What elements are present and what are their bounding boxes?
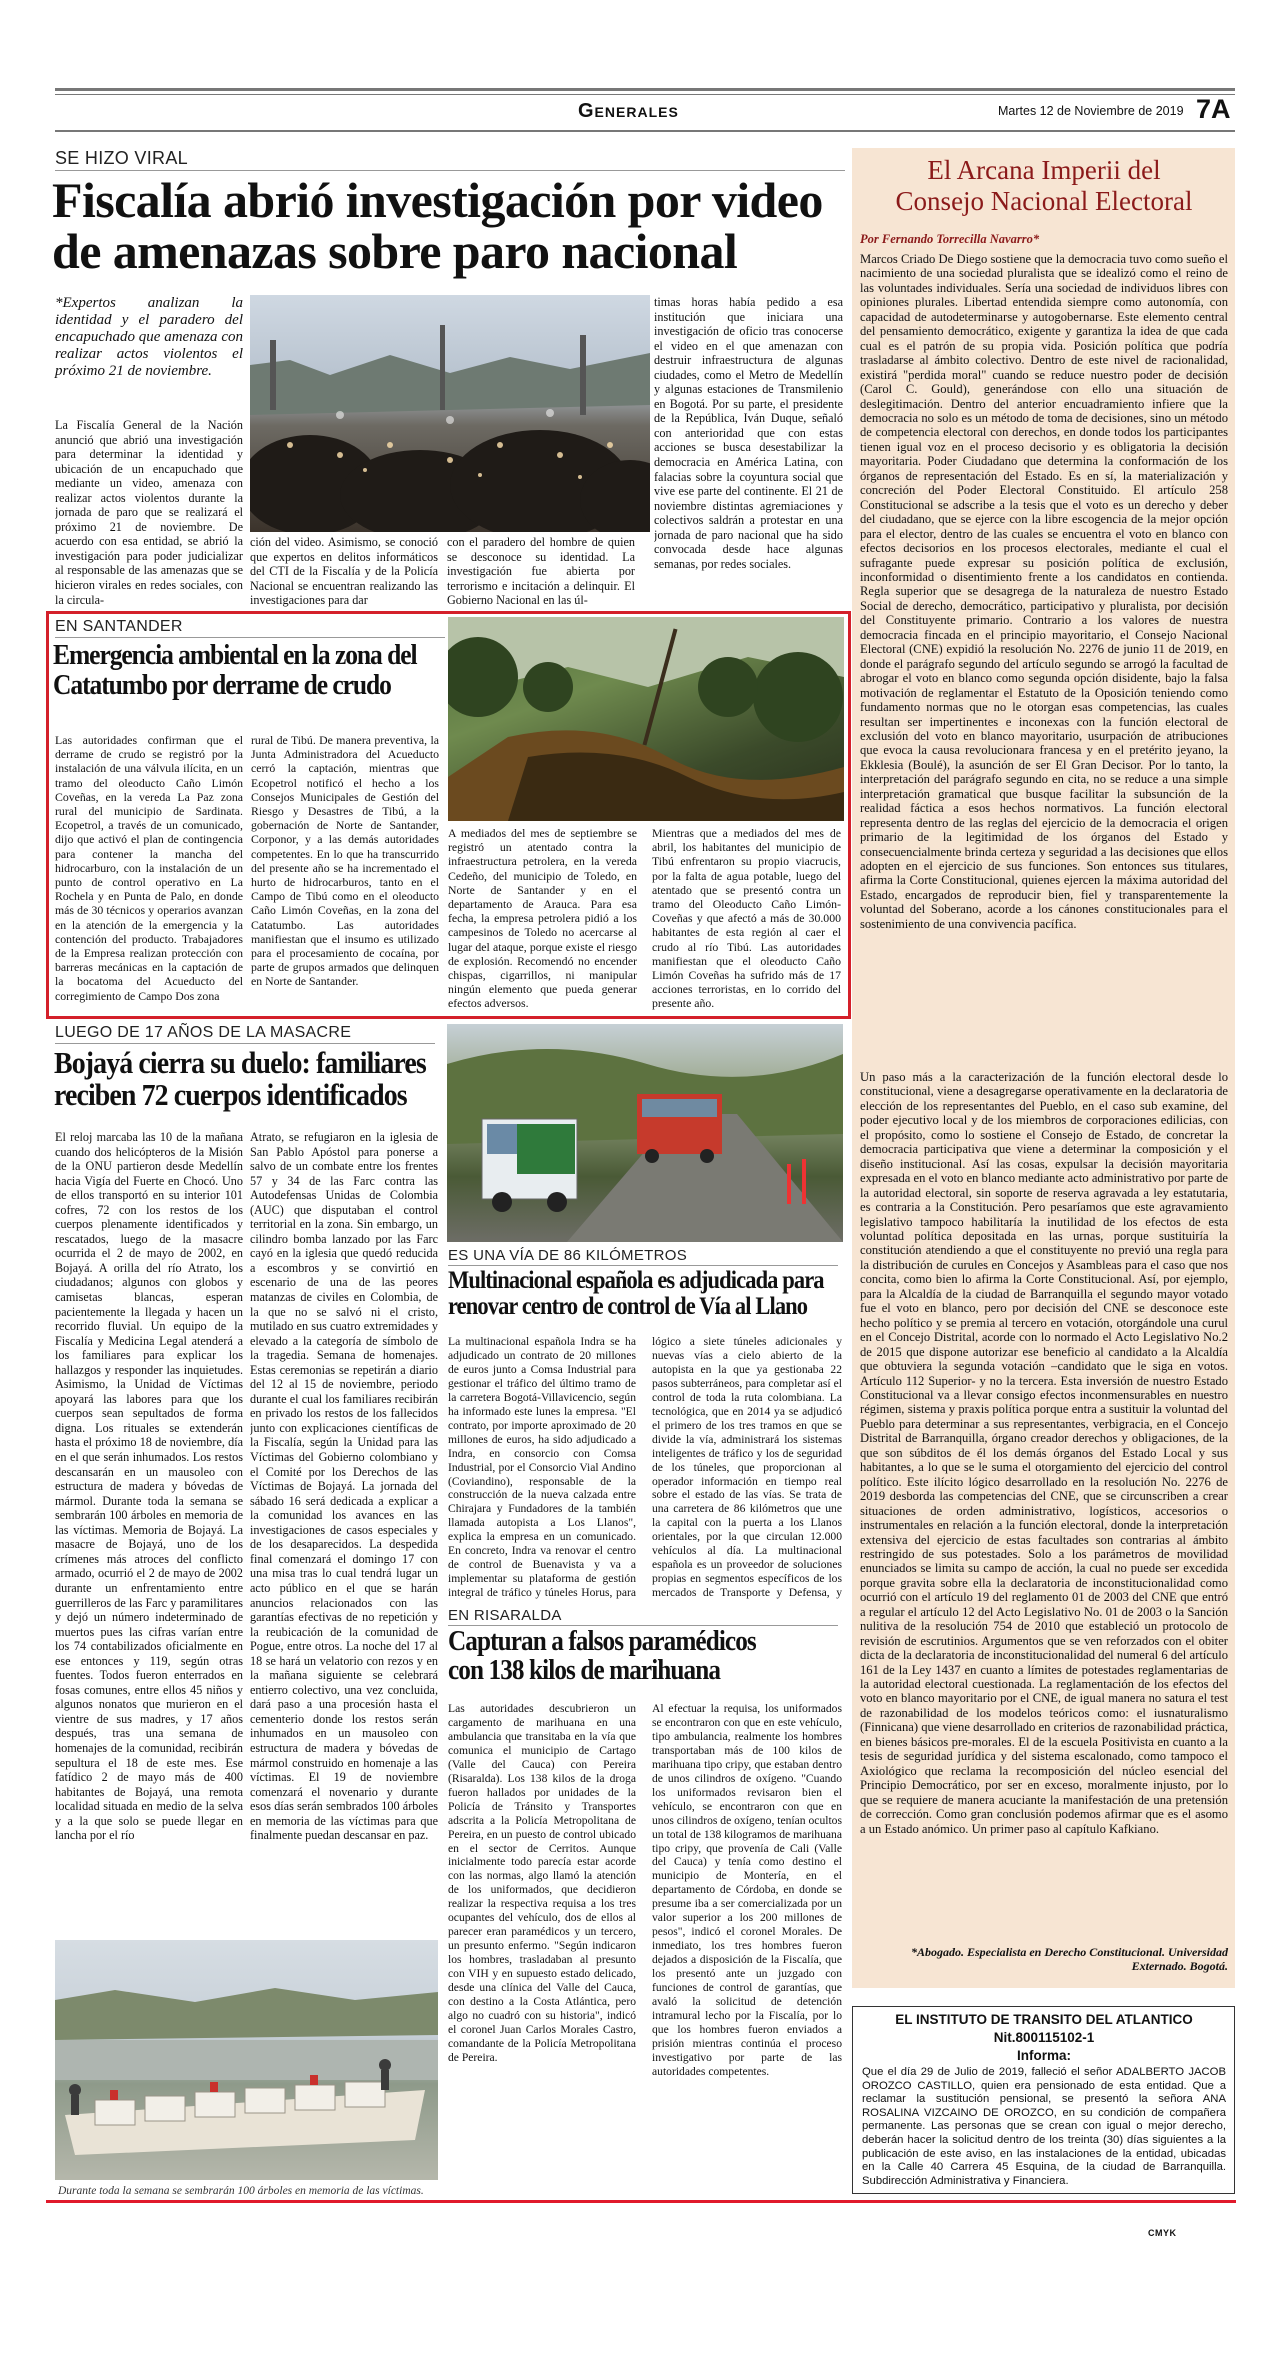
article2-headline-line2: Catatumbo por derrame de crudo	[53, 668, 391, 701]
section-name: Generales	[578, 100, 679, 122]
bojaya-photo-caption: Durante toda la semana se sembrarán 100 árboles en memoria de las víctimas.	[58, 2185, 424, 2197]
article2-headline-line1: Emergencia ambiental en la zona del	[53, 639, 417, 671]
article2-col4: Mientras que a mediados del mes de abril, los habitantes del municipio de Tibú enfrentaron su propio viacrucis, por la falta de agua potable, luego del atentado que se presentó contra un tramo del Oleoducto Caño Limón-Coveñas y que afectó a más de 30.000 habitantes de esta región al caer el crudo al río Tibú. Las autoridades manifiestan que el oleoducto Caño Limón Coveñas ha sufrido más de 17 acciones terroristas, en lo corrido del presente año.	[652, 826, 841, 1010]
river-spill-photo	[448, 617, 844, 821]
notice-body: Que el día 29 de Julio de 2019, falleció el señor ADALBERTO JACOB OROZCO CASTILLO, quien era pensionado de esta entidad. Que a reclamar la sustitución pensional, se presentó la señora ANA ROSALINA VIZCAINO DE OROZCO, en su condición de compañera permanente. Las personas que se crean con igual o mejor derecho, deberán hacer la solicitud dentro de los treinta (30) días siguientes a la publicación de este aviso, en las instalaciones de la entidad, ubicadas en la Calle 40 Carrera 45 Esquina, de la ciudad de Barranquilla. Subdirección Administrativa y Financiera.	[862, 2066, 1226, 2187]
article4-col2: lógico a siete túneles adicionales y nuevas vías a cielo abierto de la autopista en la que ya gestionaba 22 pasos subterráneos, para completar así el control de toda la ruta colombiana. La tecnológica, que en 2014 ya se adjudicó el primero de los tres tramos en que se divide la vía, administrará los sistemas inteligentes de tráfico y los de seguridad de los túneles, que proporcionan al operador información en tiempo real sobre el estado de las vías. Se trata de una carretera de 86 kilómetros que une la capital con la puerta a los Llanos orientales, por la que circulan 12.000 vehículos al día. La multinacional española es un proveedor de soluciones propias en segmentos específicos de los mercados de Transporte y Defensa, y	[652, 1335, 842, 1600]
article5-kicker: EN RISARALDA	[448, 1607, 838, 1626]
article5-headline	[448, 1628, 844, 1685]
article1-headline-line2: de amenazas sobre paro nacional	[52, 223, 738, 279]
notice-title: EL INSTITUTO DE TRANSITO DEL ATLANTICO	[895, 2012, 1193, 2027]
header-bottom-rule	[55, 130, 1235, 132]
article1-col1: La Fiscalía General de la Nación anunció que abrió una investigación para determinar la identidad y ubicación de un encapuchado que mediante un video, amenaza con realizar actos violentos durante la jornada de paro que se realizará el próximo 21 de noviembre. De acuerdo con esa entidad, se abrió la investigación para poder judicializar al responsable de las amenazas que se hicieron virales en redes sociales, con la circula-	[55, 418, 243, 607]
article3-headline	[54, 1047, 450, 1110]
article2-col2: rural de Tibú. De manera preventiva, la Junta Administradora del Acueducto cerró la captación, mientras que Ecopetrol notificó el hecho a los Consejos Municipales de Gestión del Riesgo y Desastres de Tibú, a la gobernación de Norte de Santander, Corponor, y a las demás autoridades competentes. En lo que ha transcurrido del presente año se ha incrementado el hurto de hidrocarburos, tanto en el Campo de Tibú como en el oleoducto Caño Limón Coveñas, en la zona del Catatumbo. Las autoridades manifiestan que el insumo es utilizado para el procesamiento de cocaína, por parte de grupos armados que delinquen en Norte de Santander.	[251, 733, 439, 989]
article1-headline-line1: Fiscalía abrió investigación por video	[52, 172, 823, 228]
article4-kicker: ES UNA VÍA DE 86 KILÓMETROS	[448, 1247, 838, 1266]
article2-kicker: EN SANTANDER	[55, 618, 445, 638]
article4-headline-line1: Multinacional española es adjudicada para	[448, 1267, 824, 1294]
article5-col1: Las autoridades descubrieron un cargamento de marihuana en una ambulancia que transitaba en la vía que comunica el municipio de Cartago (Valle del Cauca) con Pereira (Risaralda). Los 138 kilos de la droga fueron hallados por unidades de la Policía de Tránsito y Transportes adscrita a la Policía Metropolitana de Pereira, en un puesto de control ubicado en el sector de Cerritos. Aunque inicialmente todo parecía estar acorde con las normas, algo llamó la atención de los uniformados, que decidieron realizar la respectiva requisa a los tres ocupantes del vehículo, dos de ellos al parecer eran paramédicos y un tercero, un presunto enfermo. "Según indicaron los hombres, trasladaban al presunto con VIH y en supuesto estado delicado, desde una clínica del Valle del Cauca, con destino a la Costa Atlántica, pero algo no cuadró con su historia", indicó el coronel Juan Carlos Morales Castro, comandante de la Policía Metropolitana de Pereira.	[448, 1702, 636, 2064]
article1-col3: con el paradero del hombre de quien se desconoce su identidad. La investigación fue abierta por terrorismo e incitación a delinquir. El Gobierno Nacional en las úl-	[447, 535, 635, 607]
issue-date: Martes 12 de Noviembre de 2019	[998, 104, 1184, 118]
article5-headline-line2: con 138 kilos de marihuana	[448, 1654, 721, 1686]
article5-headline-line1: Capturan a falsos paramédicos	[448, 1626, 756, 1657]
article1-col4: timas horas había pedido a esa institución que iniciara una investigación de oficio tras conocerse el video en el que amenazan con destruir infraestructura de algunas ciudades, como el Metro de Medellín y algunas estaciones de Transmilenio en Bogotá. Por su parte, el presidente de la República, Iván Duque, señaló con anterioridad que con estas acciones se busca desestabilizar la democracia en América Latina, con falacias sobre la coyuntura social que vive ese parte del continente. El 21 de noviembre distintas agremiaciones y colectivos saldrán a protestar en una jornada de paro nacional que ha sido convocada desde hace algunas semanas, por redes sociales.	[654, 295, 843, 571]
page-number: 7A	[1196, 94, 1231, 124]
article4-headline-line2: renovar centro de control de Vía al Llano	[448, 1292, 808, 1320]
bojaya-boat-photo	[55, 1940, 438, 2180]
article3-col2: Atrato, se refugiaron en la iglesia de San Pablo Apóstol para ponerse a salvo de un combate entre los frentes 57 y 34 de las Farc contra las Autodefensas Unidas de Colombia (AUC) que disputaban el control territorial en la zona. Sin embargo, un cilindro bomba lanzado por las Farc cayó en la iglesia que quedó reducida a escombros y se convirtió en escenario de una de las peores matanzas de civiles en Colombia, de la que no se salvó ni el cristo, mutilado en sus cuatro extremidades y elevado a la categoría de símbolo de la tragedia. Semana de homenajes. Estas ceremonias se repetirán a diario del 12 al 15 de noviembre, periodo durante el cual los familiares recibirán en privado los restos de los fallecidos junto con explicaciones científicas de la Fiscalía, según la Unidad para las Víctimas del Gobierno colombiano y el Comité por los Derechos de las Víctimas de Bojayá. La jornada del sábado 16 será dedicada a explicar a la comunidad los avances en las investigaciones de casos especiales y de los desaparecidos. La despedida final comenzará el domingo 17 con una misa tras lo cual tendrá lugar un acto público en el que se harán anuncios relacionados con las garantías efectivas de no repetición y la reubicación de la comunidad de Pogue, entre otros. La noche del 17 al 18 se hará un velatorio con rezos y en la mañana siguiente se celebrará entierro colectivo, una vez concluida, dará paso a una procesión hasta el cementerio donde los restos serán inhumados en un mausoleo con estructura de madera y bóvedas de mármol construido en homenaje a las víctimas. El 19 de noviembre comenzará el novenario y durante esos días serán sembrados 100 árboles en memoria de las víctimas para que finalmente puedan descansar en paz.	[250, 1130, 438, 1843]
opinion-title-line2: Consejo Nacional Electoral	[895, 186, 1193, 216]
article1-kicker: SE HIZO VIRAL	[55, 148, 845, 171]
top-rule-thin	[55, 94, 1235, 95]
protest-photo	[250, 295, 650, 532]
article2-col3: A mediados del mes de septiembre se registró un atentado contra la infraestructura petrolera, en la vereda Cedeño, del municipio de Toledo, en Norte de Santander y en el departamento de Arauca. Para esa fecha, la empresa petrolera pidió a los campesinos de Toledo no acercarse al lugar del ataque, porque existe el riesgo de explosión. Recomendó no encender chispas, cigarrillos, ni manipular ningún elemento que pueda generar efectos adversos.	[448, 826, 637, 1010]
opinion-title	[855, 155, 1233, 217]
opinion-byline: Por Fernando Torrecilla Navarro*	[860, 232, 1040, 246]
cmyk-mark: CMYK	[1148, 2228, 1177, 2238]
notice-nit: Nit.800115102-1	[993, 2030, 1095, 2045]
opinion-author-note: *Abogado. Especialista en Derecho Constitucional. Universidad Externado. Bogotá.	[910, 1945, 1228, 1973]
article2-col1: Las autoridades confirman que el derrame de crudo se registró por la instalación de una válvula ilícita, en un tramo del oleoducto Caño Limón Coveñas, en la vereda La Paz zona rural del municipio de Sardinata. Ecopetrol, a través de un comunicado, dijo que activó el plan de contingencia para contener la mancha del hidrocarburo, con la instalación de un punto de control operativo en La Rochela y en Punta de Palo, en donde más de 30 técnicos y operarios avanzan en la atención de la emergencia y la contención del producto. Trabajadores de la Empresa realizan protección con barreras mecánicas en la captación de la bocatoma del Acueducto del corregimiento de Campo Dos zona	[55, 733, 243, 1003]
article4-headline	[448, 1268, 844, 1319]
article3-headline-line2: reciben 72 cuerpos identificados	[54, 1076, 407, 1112]
article4-col1: La multinacional española Indra se ha adjudicado un contrato de 20 millones de euros junto a Comsa Industrial para gestionar el tráfico del último tramo de la carretera Bogotá-Villavicencio, según ha informado este lunes la empresa. "El contrato, por importe aproximado de 20 millones de euros, ha sido adjudicado a Indra, en consorcio con Comsa Industrial, por el Consorcio Vial Andino (Coviandino), responsable de la construcción de la nueva calzada entre Chirajara y Fundadores de la también llamada autopista a Los Llanos", explica la empresa en un comunicado. En concreto, Indra va renovar el centro de control de Buenavista y va a implementar su plataforma de gestión integral de tráfico y túneles Horus, para	[448, 1335, 636, 1600]
article1-col2: ción del video. Asimismo, se conoció que expertos en delitos informáticos del CTI de la Fiscalía y de la Policía Nacional se encuentran realizando las investigaciones para dar	[250, 535, 438, 607]
article2-headline	[53, 641, 449, 700]
top-rule	[55, 88, 1235, 91]
opinion-body-part2: Un paso más a la caracterización de la función electoral desde lo constitucional, viene a desagregarse operativamente en la declaratoria de elección de los representantes del Pueblo, en el caso sub examine, del poder ejecutivo local y de los miembros de corporaciones edilicias, con el propósito, como lo sostiene el Consejo de Estado, de concretar la democracia participativa que viene a determinar la composición y el diseño institucional. Así las cosas, expulsar la decisión mayoritaria expresada en el voto en blanco mediante acto administrativo por parte de la autoridad electoral, sin soporte de reserva agravada a ley estatutaria, es contraria a la Constitución. Pero pesaríamos que este agravamiento legislativo tampoco habilitaría la inutilidad de los efectos de esta voluntad política depositada en las urnas, porque sustituiría la constitución atendiendo a que el constituyente no previó una regla para la distribución de curules en Concejos y Asambleas para el caso que nos concita, como bien lo afirma la Corte Constitucional. Así, por ejemplo, para la Alcaldía de la ciudad de Barranquilla el segundo mayor votado fue el voto en blanco, pero por decisión del CNE se desconoce este hecho político y se premia al tercero en votación, otorgándole una curul en el Concejo Distrital, acorde con lo normado el Acto Legislativo No.2 de 2015 que dispone autorizar ese beneficio al candidato a la Alcaldía que obtuviera la segunda votación –candidato que le siga en votos. Artículo 112 Superior- y no la tercera. Esta inversión de nuestro Estado Constitucional va a llevar consigo efectos inconmensurables en nuestro régimen, sistema y praxis política porque entra a sustituir la voluntad del Pueblo para determinar a sus representantes, verbigracia, en el Concejo Distrital de Barranquilla, órgano creador derechos y obligaciones, de la que son súbditos de él los demás órganos del Estado Local y sus habitantes, a lo que se le suma el otorgamiento del ejercicio del control político. Este ilícito lógico desarrollado en la resolución No. 2276 de 2019 desborda las competencias del CNE, que se circunscriben a crear situaciones de orden administrativo, logísticos, accesorios o instrumentales en relación a la función electoral, donde la interpretación extensiva del ejercicio de estas facultades son contrarias al ámbito restringido de sus potestades. Solo a los parámetros de movilidad enunciados se limita su campo de acción, la cual no puede ser excedida porque gravita sobre ella la declaratoria de inconstitucionalidad como ocurrió con el artículo 19 del reglamento 01 de 2003 del CNE que entró a regular el artículo 12 del Acto Legislativo No. 01 de 2003 o la Sanción nulitiva de la resolución 754 de 2010 que estableció un protocolo de revisión de escrutinios. Argumentos que se ven reforzados con el obiter dicta de la declaratoria de inconstitucionalidad del numeral 6 del artículo 161 de la Ley 1437 en cuanto a límites de potestades reglamentarias de la autoridad electoral cuestionada. La reglamentación de los efectos del voto en blanco mayoritario por el CNE, de igual manera no satura el test de razonabilidad de los modelos teóricos como: el iusnaturalismo (Finnicana) que viene desarrollado en criterios de razonabilidad práctica, en bienes básicos pre-morales. El de la escuela Positivista en cuanto a la tesis de seguridad jurídica y del sistema escalonado, como tampoco el Axiológico que reclama la recomposición del núcleo esencial del Principio Democrático, por ser en exceso, moralmente injusto, por lo que se requiere de manera acuciante la manifestación de una pretensión de corrección. Como gran conclusión podemos afirmar que es el asomo a un Estado anómico. Un primer paso al capítulo Kafkiano.	[860, 1070, 1228, 1836]
opinion-body-part1: Marcos Criado De Diego sostiene que la democracia tuvo como sueño el nacimiento de una sociedad pluralista que se idealizó como el reino de las voluntades individuales. Sería una sociedad de individuos libres con opiniones plurales. Libertad entendida siempre como autonomía, con capacidad de autodeterminarse y autogobernarse. Este elemento central del pensamiento democrático, exigente y garantiza la idea de que cada cual es el patrón de su propia vida. Posición política que podría trasladarse al ámbito colectivo. Dentro de este nivel de racionalidad, existirá "perdida moral" cuando se reduce nuestro poder de decisión (Carol C. Gould), generándose con ello una situación de deslegitimación. Dentro del anterior encuadramiento infiere que la democracia no solo es un método de toma de decisiones, sino un método de competencia electoral con derechos, en donde todos los participantes tienen igual voz en el proceso decisorio y es obligatoria la decisión mayoritaria. Poder Ciudadano que determina la conformación de los órganos de representación del Estado. Es en sí, la materialización y concreción del Poder Electoral Constituido. El artículo 258 Constitucional se adscribe a la tesis que el voto es un derecho y deber del ciudadano, que se ejerce con la libre escogencia de la mejor opción para el elector, dentro de las cuales se encuentra el voto en blanco con efectos decisorios en los procesos electorales, mediante el cual el sufragante puede expresar su posición política de exclusión, inconformidad o disentimiento frente a los candidatos en contienda. Regla superior que se desagrega de la naturaleza de nuestro Estado Social de derecho, democrático, participativo y pluralista, por decisión del Constituyente primario. Contrario a los valores de nuestra democracia fincada en el principio mayoritario, el Consejo Nacional Electoral (CNE) expidió la resolución No. 2276 de junio 11 de 2019, en donde el parágrafo segundo del artículo segundo se arrogó la facultad de abrogar el voto en blanco como segunda opción disidente, bajo la falsa motivación de reglamentar el Estatuto de la Oposición teniendo como fundamento normas que no le otorgan esas competencias, las cuales resultan ser impertinentes e inconexas con la función electoral de exclusión del voto en blanco mayoritario, usurpación de atribuciones que evoca la causa revolucionara francesa y en el pretérito jeyano, la Ekklesia (Boulé), la asunción de ser El Gran Decisor. Por lo tanto, la interpretación del parágrafo segundo en cita, no se reduce a una simple interpretación gramatical que busque facilitar la subsunción de la realidad fáctica a esos hechos normativos. La función electoral representa dentro de las reglas del ejercicio de la democracia el origen primario de la legitimidad de los órganos del Estado y consecuencialmente brinda certeza y seguridad a las decisiones que ellos adopten en el ejercicio de sus funciones. Son entonces sus titulares, afirma la Corte Constitucional, quienes ejercen la máxima autoridad del Estado, encargados de reproducir bien, fiel y transparentemente la voluntad del Soberano, acorde a los cánones constitucionales para el sostenimiento de una convivencia pacífica.	[860, 252, 1228, 931]
article3-kicker: LUEGO DE 17 AÑOS DE LA MASACRE	[55, 1024, 435, 1044]
article1-summary: *Expertos analizan la identidad y el paradero del encapuchado que amenaza con realizar actos violentos el próximo 21 de noviembre.	[55, 295, 243, 379]
notice-label: Informa:	[1017, 2048, 1071, 2063]
opinion-title-line1: El Arcana Imperii del	[927, 155, 1161, 185]
footer-red-rule	[46, 2200, 1236, 2203]
article1-headline	[52, 172, 852, 279]
article5-col2: Al efectuar la requisa, los uniformados se encontraron con que en este vehículo, tipo ambulancia, realmente los hombres transportaban más de 100 kilos de marihuana tipo cripy, que estaban dentro de unos cilindros de oxígeno. "Cuando los uniformados revisaron bien el vehículo, se encontraron con que en unos cilindros de oxígeno, tenían ocultos un total de 138 kilogramos de marihuana tipo cripy, que provenía de Cali (Valle del Cauca) y tenía como destino el municipio de Montería, en el departamento de Córdoba, en donde se presume iba a ser comercializada por un valor superior a los 200 millones de pesos", indicó el coronel Morales. De inmediato, los tres hombres fueron dejados a disposición de la Fiscalía, que los presentó ante un juzgado con funciones de control de garantías, que avaló la solicitud de detención intramural lecho por la Fiscalía, por lo que los hombres fueron enviados a prisión mientras continúa el proceso investigativo por parte de las autoridades competentes.	[652, 1702, 842, 2078]
road-trucks-photo	[447, 1024, 843, 1242]
article3-headline-line1: Bojayá cierra su duelo: familiares	[54, 1045, 426, 1080]
article3-col1: El reloj marcaba las 10 de la mañana cuando dos helicópteros de la Misión de la ONU partieron desde Medellín hacia Vigía del Fuerte en Chocó. Uno de ellos transportó en su interior 101 cofres, 72 con los restos de los cuerpos plenamente identificados y rescatados, luego de la masacre ocurrida el 2 de mayo de 2002, en Bojayá. A orilla del río Atrato, los ciudadanos; algunos con globos y camisetas blancas, esperan pacientemente la llegada y hacen un recorrido fluvial. Un equipo de la Fiscalía y Medicina Legal atenderá a los familiares para explicar los hallazgos y responder las inquietudes. Asimismo, la Unidad de Víctimas apoyará las labores para que los cuerpos sean sepultados de forma digna. Los rituales se extenderán hasta el próximo 18 de noviembre, día en el que serán inhumados. Los restos descansarán en un mausoleo con estructura de madera y bóvedas de mármol. Durante toda la semana se sembrarán 100 árboles en memoria de las víctimas. Memoria de Bojayá. La masacre de Bojayá, uno de los crímenes más atroces del conflicto armado, ocurrió el 2 de mayo de 2002 durante un enfrentamiento entre guerrilleros de las Farc y paramilitares y dejó un número indeterminado de muertos pues las cifras varían entre los 74 contabilizados oficialmente en ese entonces y 119, según otras fuentes. Todos fueron enterrados en fosas comunes, entre ellos 45 niños y algunos nonatos que murieron en el vientre de sus madres, y 17 años después, tras una semana de homenajes de la comunidad, recibirán sepultura el 18 de este mes. Ese fatídico 2 de mayo más de 400 habitantes de Bojayá, una remota localidad situada en medio de la selva y a la que solo se puede llegar en lancha por el río	[55, 1130, 243, 1843]
